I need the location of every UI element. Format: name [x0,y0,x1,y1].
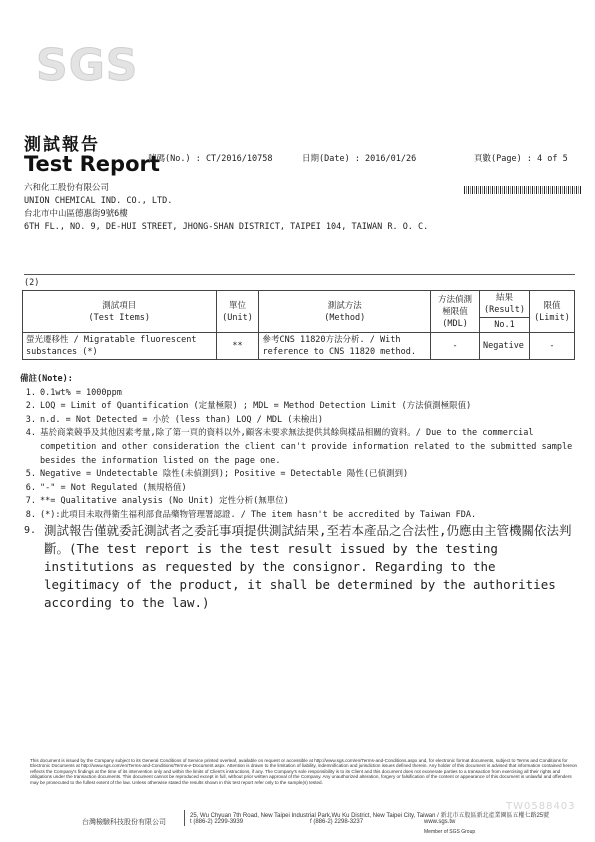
note-item: 4. 基於商業競爭及其他因素考量,除了第一頁的資料以外,顧客未要求無法提供其餘與樣品相關的資料。/ Due to the commercial competition and other consideration the client can't provide information related to the submitted sample besides the information listed on the page one. [25,428,573,466]
cell-method: 參考CNS 11820方法分析. / With reference to CNS 11820 method. [259,333,431,360]
footer-web: www.sgs.tw [424,819,456,825]
footer-tel: t (886-2) 2299-3939 [190,819,244,825]
note-item: 8. (*):此項目未取得衛生福利部食品藥物管理署認證. / The item hasn't be accredited by Taiwan FDA. [25,509,477,520]
notes-heading: 備註(Note): [20,374,73,384]
cell-mdl: - [431,333,480,360]
footer-address: 25, Wu Chyuan 7th Road, New Taipei Industrial Park,Wu Ku District, New Taipei City, Taiwan / 新北市五股區新北產業園區五權七路25號 [190,813,550,819]
cell-unit: ** [216,333,259,360]
header-method: 測試方法 (Method) [259,291,431,333]
footer-company-zh: 台灣檢驗科技股份有限公司 [82,819,166,826]
section-label: (2) [24,278,40,288]
note-item: 5. Negative = Undetectable 陰性(未偵測到); Positive = Detectable 陽性(已偵測到) [25,469,409,480]
document-watermark: TW0588403 [506,801,576,812]
note-item: 1. 0.1wt% = 1000ppm [25,387,122,398]
client-name-en: UNION CHEMICAL IND. CO., LTD. [24,196,173,206]
cell-limit: - [529,333,574,360]
report-title-en: Test Report [24,152,160,176]
results-table [22,290,575,360]
header-limit: 限值 (Limit) [529,291,574,333]
note-item: 3. n.d. = Not Detected = 小於 (less than) LOQ / MDL (未檢出) [25,414,324,425]
report-date: 日期(Date) : 2016/01/26 [302,154,417,164]
page-number: 頁數(Page) : 4 of 5 [474,154,568,164]
client-address-en: 6TH FL., NO. 9, DE-HUI STREET, JHONG-SHAN DISTRICT, TAIPEI 104, TAIWAN R. O. C. [24,222,429,232]
header-mdl: 方法偵測 極限值 (MDL) [431,291,480,333]
note-item: 7. **= Qualitative analysis (No Unit) 定性分析(無單位) [25,496,289,507]
header-result: 結果 (Result) [479,291,529,318]
note-item: 2. LOQ = Limit of Quantification (定量極限) ; MDL = Method Detection Limit (方法偵測極限值) [25,401,472,412]
note-item: 6. "-" = Not Regulated (無規格值) [25,482,187,493]
footer-fax: f (886-2) 2298-3237 [310,819,364,825]
header-sample-no: No.1 [479,318,529,333]
cell-result: Negative [479,333,529,360]
legal-statement-text: 測試報告僅就委託測試者之委託事項提供測試結果,至若本產品之合法性,仍應由主管機關依法判斷。(The test report is the test result issued by the testing institutions as requested by the consignor. Regarding to the legitimacy of the product, it shall be determined by the authorities according to the law.) [44,523,572,610]
barcode [464,186,581,194]
client-address-zh: 台北市中山區德惠街9號6樓 [24,209,128,219]
report-title-zh: 測試報告 [24,135,100,155]
header-unit: 單位 (Unit) [216,291,259,333]
report-number: 號碼(No.) : CT/2016/10758 [148,154,273,164]
section-divider [24,274,575,275]
table-row [23,333,575,360]
header-test-items: 測試項目 (Test Items) [23,291,217,333]
legal-statement: 9. 測試報告僅就委託測試者之委託事項提供測試結果,至若本產品之合法性,仍應由主管機關依法判斷。(The test report is the test result issued by the testing institutions as requested by the consignor. Regarding to the legitimacy of the product, it shall be determined by the authorities according to the law.) [18,522,578,612]
sgs-logo: SGS [36,40,139,91]
footer-divider [184,810,185,826]
table-header-row [23,291,575,318]
cell-test-item: 螢光遷移性 / Migratable fluorescent substances (*) [23,333,217,360]
footer-disclaimer: This document is issued by the Company subject to its General Conditions of Service printed overleaf, available on request or accessible at http://www.sgs.com/en/Terms-and-Conditions.aspx and, for electronic format documents, subject to Terms and Conditions for Electronic Documents at http://www.sgs.com/en/Terms-and-Conditions/Terms-e-Document.aspx. Attention is drawn to the limitation of liability, indemnification and jurisdiction issues defined therein. Any holder of this document is advised that information contained hereon reflects the Company's findings at the time of its intervention only and within the limits of Client's instructions, if any. The Company's sole responsibility is to its Client and this document does not exonerate parties to a transaction from exercising all their rights and obligations under the transaction documents. This document cannot be reproduced except in full, without prior written approval of the Company. Any unauthorized alteration, forgery or falsification of the content or appearance of this document is unlawful and offenders may be prosecuted to the fullest extent of the law. Unless otherwise stated the results shown in this test report refer only to the sample(s) tested. [30,758,578,785]
client-name-zh: 六和化工股份有限公司 [24,183,110,193]
footer-member: Member of SGS Group [424,829,476,835]
notes-section [18,373,578,523]
